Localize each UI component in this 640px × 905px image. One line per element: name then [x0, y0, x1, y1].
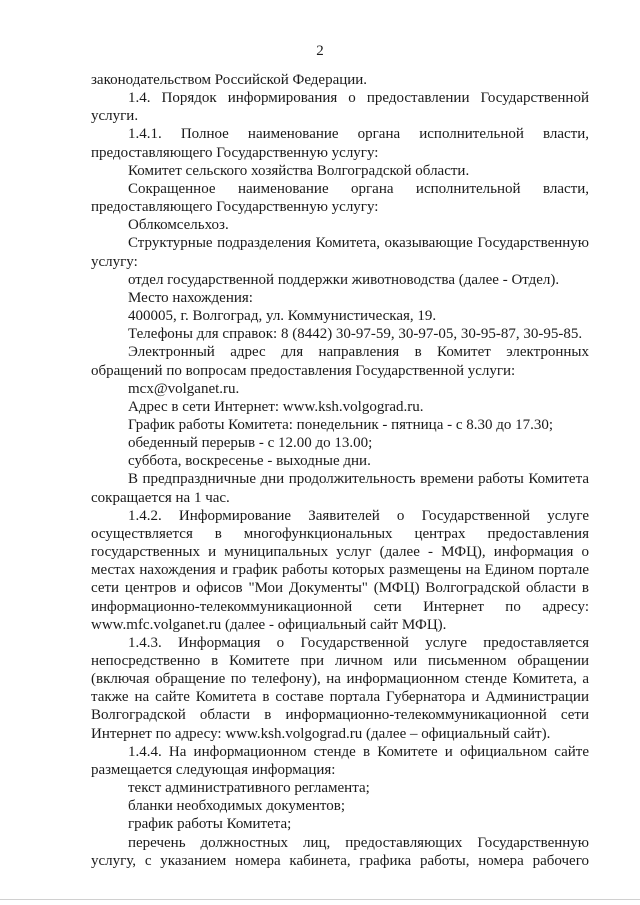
- paragraph: суббота, воскресенье - выходные дни.: [128, 453, 371, 470]
- paragraph: Комитет сельского хозяйства Волгоградской области.: [128, 162, 470, 179]
- paragraph: В предпраздничные дни продолжительность времени работы Комитета сокращается на 1 час.: [91, 471, 589, 506]
- paragraph: 1.4.3. Информация о Государственной услуге предоставляется непосредственно в Комитете при личном или письменном обращении (включая обращение по телефону), на информационном стенде Комитета, а также на сайте Комитета в составе портала Губернатора и Администрации Волгоградской области в информационно-телекоммуникационной сети Интернет по адресу: www.ksh.volgograd.ru (далее – официальный сайт).: [91, 634, 589, 742]
- paragraph: Электронный адрес для направления в Комитет электронных обращений по вопросам предоставления Государственной услуги:: [91, 344, 589, 379]
- paragraph: Адрес в сети Интернет: www.ksh.volgograd.ru.: [128, 398, 424, 415]
- paragraph: Облкомсельхоз.: [128, 217, 229, 234]
- paragraph: законодательством Российской Федерации.: [91, 72, 368, 88]
- paragraph: Место нахождения:: [128, 289, 253, 306]
- paragraph: Сокращенное наименование органа исполнительной власти, предоставляющего Государственную услугу:: [91, 180, 589, 216]
- page-number: 2: [316, 43, 324, 59]
- paragraph: 1.4.4. На информационном стенде в Комитете и официальном сайте размещается следующая информация:: [91, 743, 589, 778]
- paragraph: Телефоны для справок: 8 (8442) 30-97-59, 30-97-05, 30-95-87, 30-95-85.: [128, 326, 583, 343]
- paragraph: 1.4.2. Информирование Заявителей о Государственной услуге осуществляется в многофункциональных центрах предоставления государственных и муниципальных услуг (далее - МФЦ), информация о местах нахождения и график работы которых размещены на Едином портале сети центров и офисов "Мои Документы" (МФЦ) Волгоградской области в информационно-телекоммуникационной сети Интернет по адресу: www.mfc.volganet.ru (далее - официальный сайт МФЦ).: [91, 507, 589, 633]
- paragraph: 1.4. Порядок информирования о предоставлении Государственной услуги.: [91, 90, 589, 125]
- paragraph: перечень должностных лиц, предоставляющих Государственную услугу, с указанием номера кабинета, графика работы, номера рабочего: [91, 834, 589, 869]
- paragraph: mcx@volganet.ru.: [128, 380, 240, 397]
- page-edge-line: [0, 899, 640, 900]
- paragraph: 400005, г. Волгоград, ул. Коммунистическая, 19.: [128, 308, 437, 325]
- paragraph: текст административного регламента;: [128, 780, 370, 797]
- paragraph: бланки необходимых документов;: [128, 798, 346, 815]
- paragraph: Структурные подразделения Комитета, оказывающие Государственную услугу:: [91, 235, 589, 270]
- paragraph: 1.4.1. Полное наименование органа исполнительной власти, предоставляющего Государственную услугу:: [91, 126, 589, 161]
- body-text: [91, 71, 589, 870]
- paragraph: график работы Комитета;: [128, 816, 292, 833]
- paragraph: отдел государственной поддержки животноводства (далее - Отдел).: [128, 271, 560, 288]
- paragraph: График работы Комитета: понедельник - пятница - с 8.30 до 17.30;: [128, 416, 554, 433]
- paragraph: обеденный перерыв - с 12.00 до 13.00;: [128, 435, 373, 452]
